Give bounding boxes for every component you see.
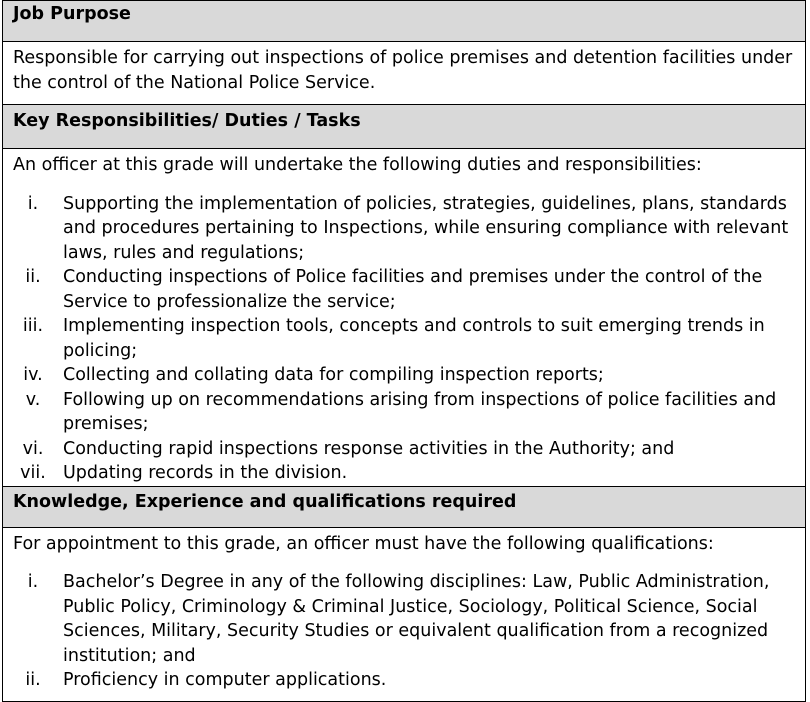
- responsibilities-body-cell: [3, 149, 806, 487]
- responsibilities-heading: Key Responsibilities/ Duties / Tasks: [13, 111, 361, 131]
- list-item-text: Supporting the implementation of policies, strategies, guidelines, plans, standards and procedures pertaining to Inspections, while ensuring compliance with relevant laws, rules and regulations;: [63, 193, 789, 263]
- list-item-text: Bachelor’s Degree in any of the following disciplines: Law, Public Administration, Public Policy, Criminology & Criminal Justice, Sociology, Political Science, Social Sciences, Military, Security Studies or equivalent qualification from a recognized institution; and: [63, 572, 770, 666]
- list-item-text: Proficiency in computer applications.: [63, 670, 387, 690]
- list-item: [3, 461, 805, 486]
- list-item-text: Updating records in the division.: [63, 463, 348, 483]
- qualifications-header-cell: [3, 486, 806, 527]
- list-item-text: Conducting rapid inspections response activities in the Authority; and: [63, 438, 675, 459]
- qualifications-body-cell: [3, 527, 806, 701]
- responsibilities-intro: An officer at this grade will undertake the following duties and responsibilities:: [13, 155, 702, 175]
- list-item-text: Following up on recommendations arising from inspections of police facilities and premises;: [63, 389, 777, 434]
- list-item: [3, 437, 805, 462]
- list-item-text: Collecting and collating data for compiling inspection reports;: [63, 365, 604, 385]
- list-item-number: iii.: [22, 316, 44, 336]
- qualifications-intro: For appointment to this grade, an officer must have the following qualifications:: [13, 533, 714, 554]
- list-item-number: vi.: [22, 438, 44, 459]
- list-item-number: ii.: [25, 267, 41, 287]
- list-item: [3, 570, 805, 668]
- job-description-table: [2, 0, 806, 702]
- list-item-number: i.: [27, 193, 39, 214]
- list-item: [3, 388, 805, 437]
- qualifications-list: [3, 570, 805, 693]
- list-item-number: vii.: [20, 463, 46, 483]
- list-item: [3, 265, 805, 314]
- list-item: [3, 192, 805, 266]
- list-item: [3, 314, 805, 363]
- list-item-number: v.: [25, 389, 41, 410]
- list-item: [3, 668, 805, 693]
- job-purpose-text: Responsible for carrying out inspections of police premises and detention facilities under the control of the National Police Service.: [13, 48, 793, 93]
- job-purpose-heading: Job Purpose: [13, 4, 131, 24]
- qualifications-heading: Knowledge, Experience and qualifications required: [13, 491, 517, 512]
- job-purpose-body-cell: [3, 42, 806, 105]
- list-item-number: i.: [27, 572, 39, 592]
- list-item-text: Conducting inspections of Police facilities and premises under the control of the Service to professionalize the service;: [63, 267, 763, 312]
- list-item-number: iv.: [23, 365, 43, 385]
- responsibilities-header-cell: [3, 105, 806, 149]
- list-item: [3, 363, 805, 388]
- list-item-number: ii.: [25, 670, 41, 690]
- responsibilities-list: [3, 192, 805, 486]
- job-purpose-header-cell: [3, 1, 806, 42]
- list-item-text: Implementing inspection tools, concepts and controls to suit emerging trends in policing;: [63, 316, 765, 361]
